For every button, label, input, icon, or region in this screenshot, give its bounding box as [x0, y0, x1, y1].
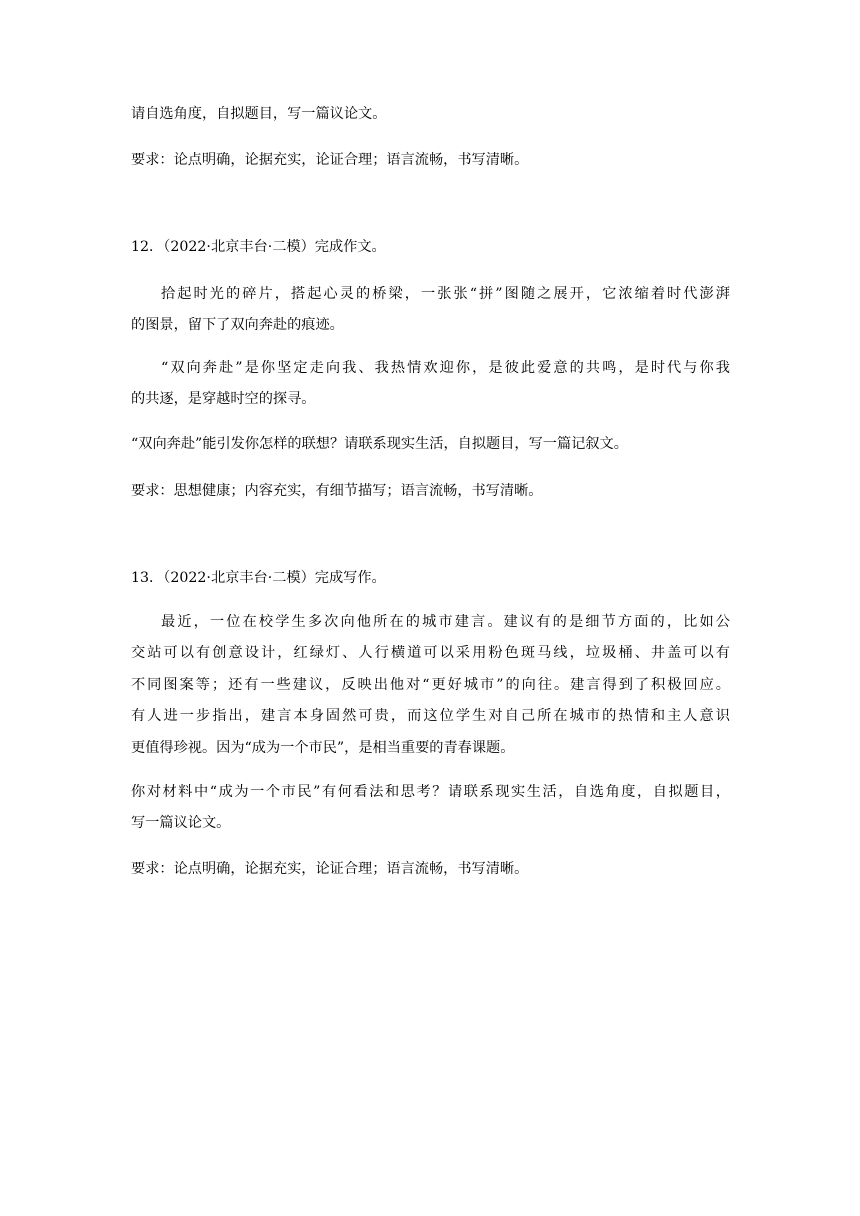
- question-12-heading: 12．（2022·北京丰台·二模）完成作文。: [131, 239, 386, 255]
- q12-paragraph-2-line-1: “双向奔赴”是你坚定走向我、我热情欢迎你，是彼此爱意的共鸣，是时代与你我: [161, 360, 730, 376]
- q12-paragraph-1-line-1: 拾起时光的碎片，搭起心灵的桥梁，一张张“拼”图随之展开，它浓缩着时代澎湃: [161, 286, 730, 302]
- q13-paragraph-line-2: 交站可以有创意设计，红绿灯、人行横道可以采用粉色斑马线，垃圾桶、井盖可以有: [131, 645, 730, 661]
- requirement-text: 要求：论点明确，论据充实，论证合理；语言流畅，书写清晰。: [131, 152, 529, 168]
- q13-prompt-line-1: 你对材料中“成为一个市民”有何看法和思考？请联系现实生活，自选角度，自拟题目，: [131, 784, 730, 800]
- q13-paragraph-line-4: 有人进一步指出，建言本身固然可贵，而这位学生对自己所在城市的热情和主人意识: [131, 708, 730, 724]
- q12-prompt-text: “双向奔赴”能引发你怎样的联想？请联系现实生活，自拟题目，写一篇记叙文。: [131, 436, 628, 452]
- q12-paragraph-2-line-2: 的共逐，是穿越时空的探寻。: [131, 391, 316, 407]
- instruction-text: 请自选角度，自拟题目，写一篇议论文。: [131, 106, 387, 122]
- question-13-heading: 13．（2022·北京丰台·二模）完成写作。: [131, 570, 386, 586]
- q13-prompt-line-2: 写一篇议论文。: [131, 815, 231, 831]
- q13-paragraph-line-1: 最近，一位在校学生多次向他所在的城市建言。建议有的是细节方面的，比如公: [161, 614, 730, 630]
- q13-paragraph-line-3: 不同图案等；还有一些建议，反映出他对“更好城市”的向往。建言得到了积极回应。: [131, 677, 730, 693]
- q13-paragraph-line-5: 更值得珍视。因为“成为一个市民”，是相当重要的青春课题。: [131, 740, 515, 756]
- q13-requirement-text: 要求：论点明确，论据充实，论证合理；语言流畅，书写清晰。: [131, 861, 529, 877]
- q12-requirement-text: 要求：思想健康；内容充实，有细节描写；语言流畅，书写清晰。: [131, 483, 543, 499]
- q12-paragraph-1-line-2: 的图景，留下了双向奔赴的痕迹。: [131, 317, 344, 333]
